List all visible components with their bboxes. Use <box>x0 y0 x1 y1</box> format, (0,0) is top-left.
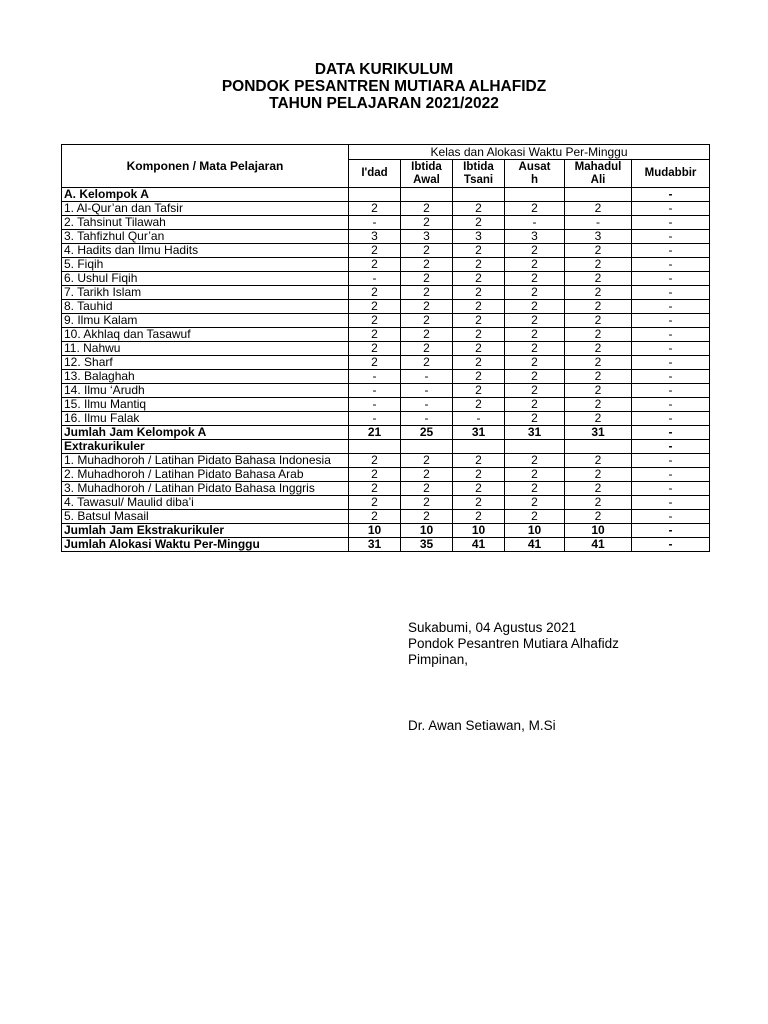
table-row <box>62 300 710 314</box>
value-cell: 2 <box>453 356 505 370</box>
column-header <box>632 160 710 188</box>
value-cell: 25 <box>401 426 453 440</box>
value-cell: 41 <box>453 538 505 552</box>
value-cell: - <box>632 328 710 342</box>
column-header-line: Ibtida <box>411 160 442 173</box>
value-cell: 2 <box>505 314 565 328</box>
table-row <box>62 272 710 286</box>
table-row <box>62 356 710 370</box>
value-cell: 10 <box>565 524 632 538</box>
column-header-line: Mahadul <box>574 160 622 173</box>
header-group: Kelas dan Alokasi Waktu Per-Minggu <box>349 145 710 160</box>
value-cell: 2 <box>453 244 505 258</box>
value-cell: - <box>453 412 505 426</box>
value-cell: 2 <box>453 342 505 356</box>
value-cell: 2 <box>565 356 632 370</box>
value-cell: 3 <box>565 230 632 244</box>
column-header <box>401 160 453 188</box>
subject-cell: 3. Tahfizhul Qur’an <box>62 230 349 244</box>
table-row <box>62 412 710 426</box>
value-cell: - <box>349 370 401 384</box>
value-cell: 2 <box>401 314 453 328</box>
value-cell: 2 <box>565 482 632 496</box>
value-cell: 2 <box>349 356 401 370</box>
value-cell: 10 <box>401 524 453 538</box>
value-cell: 31 <box>349 538 401 552</box>
subject-cell: 1. Muhadhoroh / Latihan Pidato Bahasa Indonesia <box>62 454 349 468</box>
value-cell: 2 <box>401 482 453 496</box>
value-cell: - <box>632 496 710 510</box>
subject-cell: 15. Ilmu Mantiq <box>62 398 349 412</box>
column-header <box>453 160 505 188</box>
value-cell: 3 <box>505 230 565 244</box>
value-cell: - <box>632 300 710 314</box>
value-cell: 2 <box>401 286 453 300</box>
value-cell: 41 <box>565 538 632 552</box>
value-cell <box>565 188 632 202</box>
subject-cell: Jumlah Jam Kelompok A <box>62 426 349 440</box>
table-row <box>62 314 710 328</box>
value-cell: 2 <box>453 496 505 510</box>
column-header-line: Ibtida <box>463 160 494 173</box>
value-cell: 31 <box>453 426 505 440</box>
value-cell: 2 <box>453 258 505 272</box>
value-cell: 2 <box>453 384 505 398</box>
column-header-line: Awal <box>413 173 440 186</box>
table-row <box>62 384 710 398</box>
value-cell: 2 <box>565 244 632 258</box>
value-cell: - <box>632 188 710 202</box>
value-cell: 2 <box>401 342 453 356</box>
value-cell: - <box>632 216 710 230</box>
subject-cell: 16. Ilmu Falak <box>62 412 349 426</box>
value-cell: 2 <box>565 258 632 272</box>
value-cell: 2 <box>453 202 505 216</box>
value-cell: - <box>349 216 401 230</box>
value-cell: 2 <box>453 468 505 482</box>
value-cell <box>453 440 505 454</box>
value-cell <box>401 440 453 454</box>
value-cell: 2 <box>349 482 401 496</box>
value-cell: - <box>349 384 401 398</box>
value-cell: 2 <box>453 286 505 300</box>
signature-place-date: Sukabumi, 04 Agustus 2021 <box>408 620 577 635</box>
subject-cell: 2. Muhadhoroh / Latihan Pidato Bahasa Arab <box>62 468 349 482</box>
value-cell: 2 <box>401 468 453 482</box>
signature-role: Pimpinan, <box>408 652 469 667</box>
subject-cell: 10. Akhlaq dan Tasawuf <box>62 328 349 342</box>
value-cell: 2 <box>453 216 505 230</box>
value-cell: - <box>632 426 710 440</box>
column-header-line: I'dad <box>361 167 388 179</box>
value-cell: 2 <box>349 454 401 468</box>
subject-cell: 3. Muhadhoroh / Latihan Pidato Bahasa Inggris <box>62 482 349 496</box>
value-cell: 41 <box>505 538 565 552</box>
value-cell: 2 <box>349 342 401 356</box>
table-row-total <box>62 188 710 202</box>
table-row-total <box>62 440 710 454</box>
signature-block <box>408 620 619 734</box>
table-row <box>62 482 710 496</box>
subject-cell: 9. Ilmu Kalam <box>62 314 349 328</box>
value-cell: 2 <box>453 300 505 314</box>
value-cell: 3 <box>401 230 453 244</box>
value-cell <box>401 188 453 202</box>
value-cell: 2 <box>401 216 453 230</box>
subject-cell: 7. Tarikh Islam <box>62 286 349 300</box>
table-row <box>62 342 710 356</box>
value-cell: 2 <box>453 482 505 496</box>
value-cell <box>505 188 565 202</box>
value-cell: - <box>632 258 710 272</box>
table-row <box>62 258 710 272</box>
value-cell: 2 <box>401 356 453 370</box>
subject-cell: 8. Tauhid <box>62 300 349 314</box>
subject-cell: 4. Tawasul/ Maulid diba’i <box>62 496 349 510</box>
value-cell: - <box>632 244 710 258</box>
value-cell: - <box>401 412 453 426</box>
value-cell: 2 <box>401 272 453 286</box>
value-cell: - <box>349 272 401 286</box>
value-cell: 2 <box>565 300 632 314</box>
value-cell: - <box>632 286 710 300</box>
value-cell: 2 <box>349 202 401 216</box>
column-header-line: Tsani <box>463 173 494 186</box>
title-line-2: PONDOK PESANTREN MUTIARA ALHAFIDZ <box>221 78 547 95</box>
value-cell: 2 <box>505 244 565 258</box>
table-row <box>62 454 710 468</box>
table-row <box>62 286 710 300</box>
subject-cell: 5. Fiqih <box>62 258 349 272</box>
value-cell: 2 <box>565 384 632 398</box>
value-cell <box>349 188 401 202</box>
table-row <box>62 468 710 482</box>
value-cell: - <box>632 510 710 524</box>
subject-cell: Jumlah Jam Ekstrakurikuler <box>62 524 349 538</box>
curriculum-table <box>61 144 710 552</box>
value-cell: - <box>565 216 632 230</box>
value-cell: 2 <box>565 398 632 412</box>
column-header-line: Ausat <box>518 160 551 173</box>
value-cell: - <box>632 356 710 370</box>
value-cell: 2 <box>349 300 401 314</box>
value-cell: 10 <box>453 524 505 538</box>
column-header <box>565 160 632 188</box>
value-cell: 2 <box>505 202 565 216</box>
subject-cell: 1. Al-Qur’an dan Tafsir <box>62 202 349 216</box>
subject-cell: Jumlah Alokasi Waktu Per-Minggu <box>62 538 349 552</box>
value-cell <box>349 440 401 454</box>
value-cell: 2 <box>505 300 565 314</box>
value-cell: 2 <box>505 482 565 496</box>
value-cell: 2 <box>349 314 401 328</box>
subject-cell: 11. Nahwu <box>62 342 349 356</box>
value-cell: 2 <box>505 272 565 286</box>
value-cell: 2 <box>565 496 632 510</box>
value-cell: 2 <box>565 328 632 342</box>
title-line-1: DATA KURIKULUM <box>314 61 454 78</box>
value-cell: 2 <box>401 496 453 510</box>
signature-name: Dr. Awan Setiawan, M.Si <box>408 718 556 733</box>
value-cell: 2 <box>401 202 453 216</box>
value-cell: 2 <box>565 202 632 216</box>
value-cell: 2 <box>505 356 565 370</box>
value-cell: 2 <box>453 314 505 328</box>
value-cell: - <box>632 370 710 384</box>
value-cell: 2 <box>505 328 565 342</box>
table-row-total <box>62 524 710 538</box>
value-cell: 2 <box>505 496 565 510</box>
value-cell: 2 <box>565 510 632 524</box>
value-cell: - <box>632 538 710 552</box>
value-cell: - <box>632 398 710 412</box>
value-cell: 10 <box>349 524 401 538</box>
table-row-total <box>62 426 710 440</box>
value-cell: - <box>632 202 710 216</box>
value-cell: - <box>632 342 710 356</box>
value-cell: 2 <box>401 328 453 342</box>
value-cell: - <box>632 454 710 468</box>
value-cell: 31 <box>565 426 632 440</box>
value-cell: 2 <box>505 370 565 384</box>
subject-cell: 14. Ilmu ‘Arudh <box>62 384 349 398</box>
table-row <box>62 370 710 384</box>
header-component: Komponen / Mata Pelajaran <box>62 145 349 188</box>
value-cell: 2 <box>565 314 632 328</box>
value-cell: 2 <box>565 468 632 482</box>
table-row <box>62 496 710 510</box>
table-row <box>62 216 710 230</box>
value-cell: 2 <box>401 258 453 272</box>
column-header-line: h <box>530 173 539 186</box>
value-cell: 2 <box>349 496 401 510</box>
value-cell: 2 <box>401 300 453 314</box>
value-cell: - <box>505 216 565 230</box>
value-cell: 2 <box>565 286 632 300</box>
column-header-line: Ali <box>590 173 606 186</box>
subject-cell: 13. Balaghah <box>62 370 349 384</box>
value-cell <box>565 440 632 454</box>
value-cell: 2 <box>505 454 565 468</box>
value-cell: 2 <box>565 454 632 468</box>
value-cell: 2 <box>565 342 632 356</box>
value-cell: - <box>632 482 710 496</box>
value-cell: 2 <box>453 510 505 524</box>
value-cell: 2 <box>565 370 632 384</box>
value-cell: - <box>401 398 453 412</box>
value-cell: 2 <box>505 384 565 398</box>
value-cell <box>505 440 565 454</box>
table-row <box>62 398 710 412</box>
value-cell: - <box>632 412 710 426</box>
value-cell: 2 <box>453 370 505 384</box>
value-cell: - <box>632 384 710 398</box>
value-cell: 2 <box>453 398 505 412</box>
subject-cell: 2. Tahsinut Tilawah <box>62 216 349 230</box>
signature-institution: Pondok Pesantren Mutiara Alhafidz <box>408 636 619 651</box>
document-title <box>0 61 768 112</box>
value-cell: 2 <box>401 244 453 258</box>
column-header <box>505 160 565 188</box>
table-row <box>62 202 710 216</box>
value-cell: 2 <box>505 342 565 356</box>
table-row <box>62 244 710 258</box>
value-cell: 2 <box>565 412 632 426</box>
value-cell: - <box>632 468 710 482</box>
value-cell: 31 <box>505 426 565 440</box>
value-cell: 2 <box>453 328 505 342</box>
column-header-line: Mudabbir <box>644 167 697 179</box>
table-row <box>62 230 710 244</box>
value-cell: 21 <box>349 426 401 440</box>
value-cell: 2 <box>349 510 401 524</box>
table-row-total <box>62 538 710 552</box>
value-cell: - <box>632 314 710 328</box>
value-cell: - <box>401 370 453 384</box>
value-cell: - <box>349 412 401 426</box>
value-cell: 2 <box>349 258 401 272</box>
value-cell: 2 <box>505 286 565 300</box>
value-cell: 3 <box>453 230 505 244</box>
value-cell: - <box>632 524 710 538</box>
value-cell: 2 <box>505 258 565 272</box>
value-cell: 35 <box>401 538 453 552</box>
subject-cell: 5. Batsul Masail <box>62 510 349 524</box>
value-cell: - <box>632 272 710 286</box>
value-cell: 2 <box>349 244 401 258</box>
value-cell <box>453 188 505 202</box>
table-row <box>62 328 710 342</box>
value-cell: 2 <box>349 286 401 300</box>
value-cell: 2 <box>401 510 453 524</box>
value-cell: 2 <box>453 454 505 468</box>
value-cell: - <box>349 398 401 412</box>
value-cell: 2 <box>565 272 632 286</box>
value-cell: - <box>401 384 453 398</box>
subject-cell: Extrakurikuler <box>62 440 349 454</box>
subject-cell: 4. Hadits dan Ilmu Hadits <box>62 244 349 258</box>
value-cell: 10 <box>505 524 565 538</box>
table-row <box>62 510 710 524</box>
subject-cell: 6. Ushul Fiqih <box>62 272 349 286</box>
value-cell: 2 <box>453 272 505 286</box>
value-cell: 2 <box>505 398 565 412</box>
value-cell: - <box>632 440 710 454</box>
value-cell: 2 <box>505 412 565 426</box>
value-cell: - <box>632 230 710 244</box>
value-cell: 3 <box>349 230 401 244</box>
column-header <box>349 160 401 188</box>
value-cell: 2 <box>505 468 565 482</box>
subject-cell: 12. Sharf <box>62 356 349 370</box>
subject-cell: A. Kelompok A <box>62 188 349 202</box>
value-cell: 2 <box>505 510 565 524</box>
value-cell: 2 <box>401 454 453 468</box>
title-line-3: TAHUN PELAJARAN 2021/2022 <box>269 95 499 112</box>
value-cell: 2 <box>349 328 401 342</box>
value-cell: 2 <box>349 468 401 482</box>
